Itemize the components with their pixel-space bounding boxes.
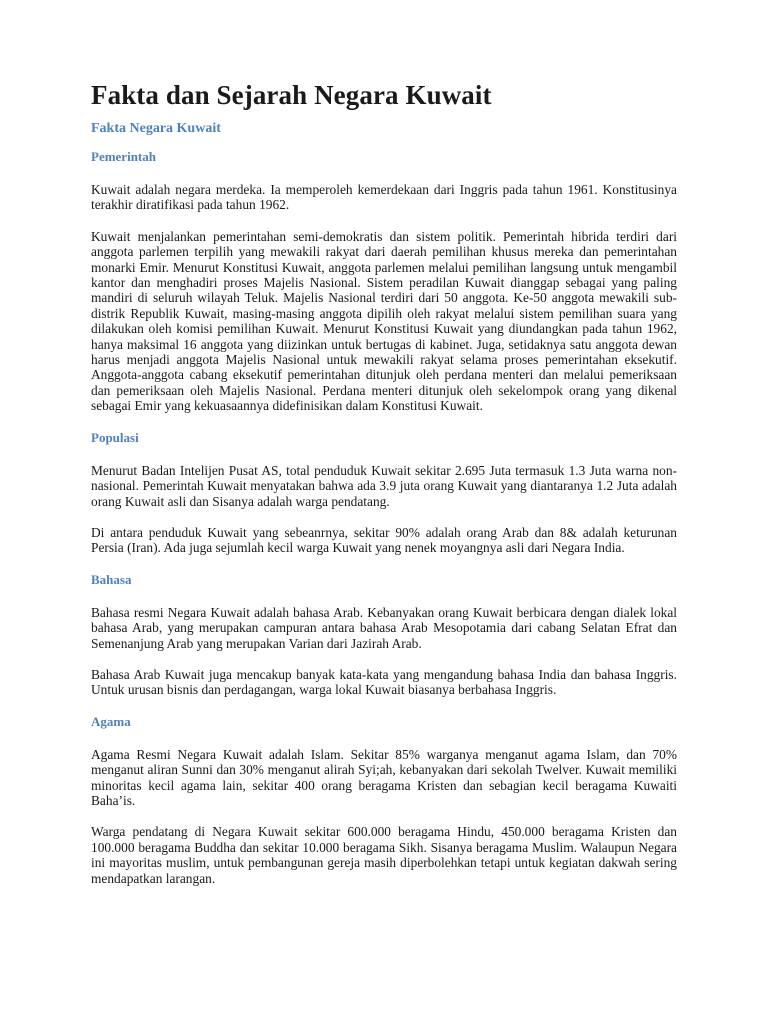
- document-subtitle: Fakta Negara Kuwait: [91, 121, 221, 136]
- paragraph: Kuwait adalah negara merdeka. Ia memperoleh kemerdekaan dari Inggris pada tahun 1961. Konstitusinya terakhir diratifikasi pada tahun 1962.: [91, 182, 677, 213]
- section-agama: [91, 714, 677, 886]
- paragraph: Bahasa Arab Kuwait juga mencakup banyak kata-kata yang mengandung bahasa India dan bahasa Inggris. Untuk urusan bisnis dan perdagangan, warga lokal Kuwait biasanya berbahasa Inggris.: [91, 666, 677, 698]
- paragraph: Warga pendatang di Negara Kuwait sekitar 600.000 beragama Hindu, 450.000 beragama Kristen dan 100.000 beragama Buddha dan sekitar 10.000 beragama Sikh. Sisanya beragama Muslim. Walaupun Negara ini mayoritas muslim, untuk pembangunan gereja masih diperbolehkan tetapi untuk kegiatan dakwah sering mendapatkan larangan.: [91, 824, 677, 886]
- section-heading: Populasi: [91, 429, 139, 445]
- paragraph: Bahasa resmi Negara Kuwait adalah bahasa Arab. Kebanyakan orang Kuwait berbicara dengan dialek lokal bahasa Arab, yang merupakan campuran antara bahasa Arab Mesopotamia dari cabang Selatan Efrat dan Semenanjung Arab yang merupakan Varian dari Jazirah Arab.: [91, 604, 677, 651]
- section-heading: Pemerintah: [91, 149, 156, 164]
- paragraph: Menurut Badan Intelijen Pusat AS, total penduduk Kuwait sekitar 2.695 Juta termasuk 1.3 Juta warna non-nasional. Pemerintah Kuwait menyatakan bahwa ada 3.9 juta orang Kuwait yang diantaranya 1.2 Juta adalah orang Kuwait asli dan Sisanya adalah warga pendatang.: [91, 462, 677, 509]
- paragraph: Kuwait menjalankan pemerintahan semi-demokratis dan sistem politik. Pemerintah hibrida terdiri dari anggota parlemen terpilih yang mewakili rakyat dari daerah pemilihan khusus mereka dan pemerintahan monarki Emir. Menurut Konstitusi Kuwait, anggota parlemen melalui pemilihan langsung untuk mengambil kantor dan menghadiri proses Majelis Nasional. Sistem peradilan Kuwait dianggap sebagai yang paling mandiri di seluruh wilayah Teluk. Majelis Nasional terdiri dari 50 anggota. Ke-50 anggota mewakili sub-distrik Republik Kuwait, masing-masing anggota dipilih oleh rakyat melalui sistem pemilihan suara yang dilakukan oleh komisi pemilihan Kuwait. Menurut Konstitusi Kuwait yang diundangkan pada tahun 1962, hanya maksimal 16 anggota yang diizinkan untuk bertugas di kabinet. Juga, setidaknya satu anggota dewan harus menjadi anggota Majelis Nasional untuk mewakili rakyat selama proses pemerintahan eksekutif. Anggota-anggota cabang eksekutif pemerintahan ditunjuk oleh perdana menteri dan melalui pemeriksaan dan pemeriksaan oleh Majelis Nasional. Perdana menteri ditunjuk oleh sekelompok orang yang dikenal sebagai Emir yang kekuasaannya didefinisikan dalam Konstitusi Kuwait.: [91, 228, 677, 414]
- section-populasi: [91, 430, 677, 556]
- paragraph: Di antara penduduk Kuwait yang sebeanrnya, sekitar 90% adalah orang Arab dan 8& adalah keturunan Persia (Iran). Ada juga sejumlah kecil warga Kuwait yang nenek moyangnya asli dari Negara India.: [91, 524, 677, 556]
- document-body: [91, 78, 677, 902]
- section-heading: Bahasa: [91, 571, 132, 587]
- section-pemerintah: [91, 149, 677, 414]
- section-bahasa: [91, 572, 677, 698]
- document-title: Fakta dan Sejarah Negara Kuwait: [91, 80, 492, 110]
- paragraph: Agama Resmi Negara Kuwait adalah Islam. Sekitar 85% warganya menganut agama Islam, dan 70% menganut aliran Sunni dan 30% menganut alirah Syi;ah, kebanyakan dari sekolah Twelver. Kuwait memiliki minoritas kecil agama lain, sekitar 400 orang beragama Kristen dan sebagian kecil beragama Kuwaiti Baha’is.: [91, 746, 677, 808]
- section-heading: Agama: [91, 713, 131, 729]
